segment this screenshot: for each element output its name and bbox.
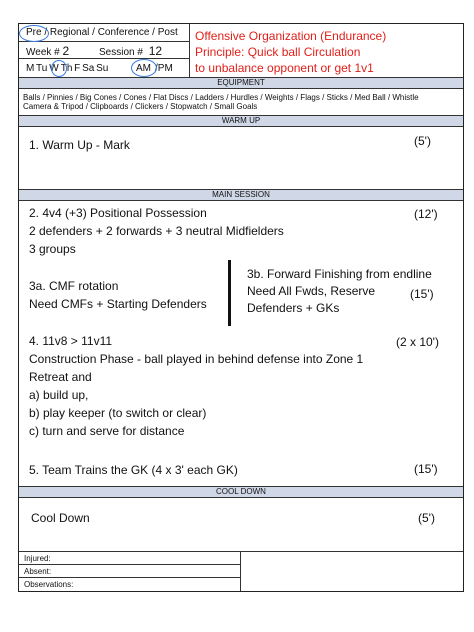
days-row — [26, 63, 108, 74]
time-am: AM — [136, 63, 151, 74]
drill-4-line-5: b) play keeper (to switch or clear) — [29, 406, 207, 420]
drill-3a — [29, 279, 207, 311]
drill-3b-line-2: Need All Fwds, Reserve — [247, 284, 376, 298]
am-circle-mark — [131, 59, 157, 77]
header-divider-1 — [19, 41, 189, 42]
drill-3b — [247, 267, 432, 315]
equipment-line-2: Camera & Tripod / Clipboards / Clickers / Stopwatch / Small Goals — [23, 102, 258, 111]
day-sa: Sa — [82, 63, 95, 74]
phase-rest: / Regional / Conference / Post — [44, 27, 178, 38]
header-column-divider — [189, 24, 190, 77]
drill-2-duration: (12') — [414, 207, 438, 221]
equipment-line-1: Balls / Pinnies / Big Cones / Cones / Flat Discs / Ladders / Hurdles / Weights / Flags / Sticks / Med Ball / Whistle — [23, 93, 419, 102]
day-su: Su — [96, 63, 109, 74]
session-label: Session # — [99, 47, 143, 58]
session-objective — [195, 28, 386, 76]
drill-4-line-4: a) build up, — [29, 388, 89, 402]
injured-label: Injured: — [24, 554, 51, 563]
warmup-item: 1. Warm Up - Mark — [29, 138, 130, 152]
drill-5: 5. Team Trains the GK (4 x 3' each GK) — [29, 463, 238, 477]
drill-3a-line-2: Need CMFs + Starting Defenders — [29, 297, 207, 311]
drill-4-line-1: 4. 11v8 > 11v11 — [29, 334, 113, 348]
footer-line-3 — [19, 577, 240, 578]
day-f: F — [74, 63, 81, 74]
time-pm: /PM — [155, 63, 173, 74]
footer-column-divider — [240, 551, 241, 591]
absent-label: Absent: — [24, 567, 52, 576]
wednesday-circle-mark — [51, 60, 67, 77]
day-m: M — [26, 63, 35, 74]
week-row — [26, 44, 69, 58]
drill-2-line-3: 3 groups — [29, 242, 76, 256]
drill-divider — [228, 260, 231, 326]
objective-line-1: Offensive Organization (Endurance) — [195, 29, 387, 43]
footer-top-line — [19, 551, 463, 552]
drill-3b-line-3: Defenders + GKs — [247, 301, 340, 315]
drill-5-duration: (15') — [414, 462, 438, 476]
warmup-band: WARM UP — [19, 115, 463, 127]
drill-4 — [29, 334, 363, 438]
session-value: 12 — [148, 44, 163, 58]
drill-4-line-6: c) turn and serve for distance — [29, 424, 185, 438]
pre-circle-mark — [19, 25, 49, 42]
week-value: 2 — [62, 44, 70, 58]
drill-4-line-2: Construction Phase - ball played in behind defense into Zone 1 — [29, 352, 364, 366]
cooldown-duration: (5') — [418, 511, 435, 525]
cooldown-band: COOL DOWN — [19, 486, 463, 498]
week-label: Week # — [26, 47, 60, 58]
main-session-band: MAIN SESSION — [19, 189, 463, 201]
day-w: W — [49, 63, 59, 74]
day-th: Th — [60, 63, 73, 74]
drill-2 — [29, 206, 284, 256]
footer-line-2 — [19, 564, 240, 565]
phase-pre: Pre — [26, 27, 42, 38]
drill-3b-line-1: 3b. Forward Finishing from endline — [247, 267, 432, 281]
drill-2-line-1: 2. 4v4 (+3) Positional Possession — [29, 206, 207, 220]
drill-3b-duration: (15') — [410, 287, 434, 301]
objective-line-3: to unbalance opponent or get 1v1 — [195, 61, 374, 75]
warmup-duration: (5') — [414, 134, 431, 148]
objective-line-2: Principle: Quick ball Circulation — [195, 45, 361, 59]
header-divider-2 — [19, 58, 189, 59]
cooldown-item: Cool Down — [31, 511, 90, 525]
drill-4-line-3: Retreat and — [29, 370, 92, 384]
observations-label: Observations: — [24, 580, 74, 589]
day-tu: Tu — [35, 63, 48, 74]
drill-3a-line-1: 3a. CMF rotation — [29, 279, 119, 293]
session-row — [99, 44, 162, 58]
drill-4-duration: (2 x 10') — [396, 335, 439, 349]
drill-2-line-2: 2 defenders + 2 forwards + 3 neutral Midfielders — [29, 224, 284, 238]
equipment-band: EQUIPMENT — [19, 77, 463, 89]
